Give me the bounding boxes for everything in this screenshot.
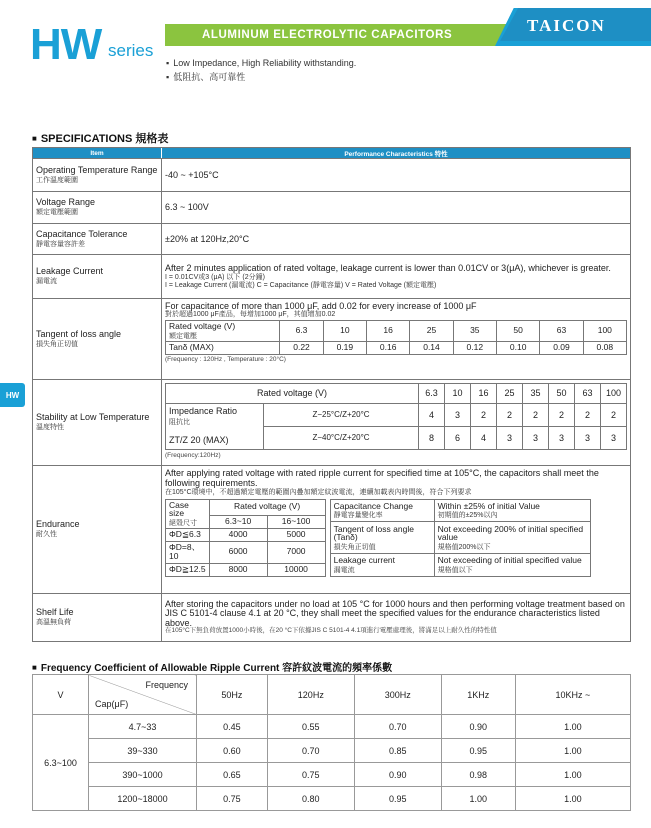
endurance-hours: 7000 bbox=[267, 541, 325, 564]
ripple-coef: 0.80 bbox=[267, 787, 354, 811]
row-capacitance-tolerance bbox=[33, 223, 630, 254]
tangent-note-zh: 對於超過1000 μF產品，每增加1000 μF，其值增加0.02 bbox=[165, 311, 336, 319]
tan-value: 0.16 bbox=[367, 341, 410, 354]
item-zh: 靜電容量容許差 bbox=[36, 240, 85, 248]
endurance-rv-col: 6.3~10 bbox=[209, 515, 267, 528]
criteria-item: Leakage current bbox=[333, 555, 396, 566]
item-zh: 工作溫度範圍 bbox=[36, 176, 78, 184]
rv-label: Rated voltage (V) bbox=[169, 321, 236, 332]
tan-value: 0.19 bbox=[323, 341, 366, 354]
stab-value-25: 2 bbox=[549, 404, 575, 427]
series-suffix: series bbox=[108, 41, 154, 60]
spec-table-header bbox=[33, 148, 630, 158]
case-size-label-zh: 絕殼尺寸 bbox=[169, 519, 197, 527]
ripple-coef: 0.60 bbox=[197, 739, 268, 763]
ripple-freq: 120Hz bbox=[267, 675, 354, 715]
ripple-coef: 0.85 bbox=[354, 739, 441, 763]
item-en: Tangent of loss angle bbox=[36, 328, 122, 339]
ripple-coef: 1.00 bbox=[515, 739, 630, 763]
stab-voltage: 50 bbox=[549, 384, 575, 404]
endurance-hours: 5000 bbox=[267, 528, 325, 541]
endurance-hours: 4000 bbox=[209, 528, 267, 541]
stab-value-40: 3 bbox=[601, 427, 627, 450]
tan-value: 0.22 bbox=[280, 341, 323, 354]
ripple-coef: 0.65 bbox=[197, 763, 268, 787]
tan-value: 0.09 bbox=[540, 341, 583, 354]
perf-value: ±20% at 120Hz,20°C bbox=[165, 233, 250, 244]
ripple-coef: 0.55 bbox=[267, 715, 354, 739]
tan-value: 0.14 bbox=[410, 341, 453, 354]
stab-value-40: 3 bbox=[575, 427, 601, 450]
criteria-value: Within ±25% of initial Value bbox=[437, 500, 540, 511]
stab-value-25: 2 bbox=[575, 404, 601, 427]
stab-value-25: 2 bbox=[523, 404, 549, 427]
shelf-text: After storing the capacitors under no load at 105 °C for 1000 hours and then performing voltage treatment based on JIS C 5101-4 clause 4.1 at 20 °C, they shall meet the specified values for the endurance characteristics listed above. bbox=[165, 598, 625, 628]
stability-rv-label: Rated voltage (V) bbox=[166, 384, 419, 404]
impedance-label: Impedance Ratio bbox=[169, 405, 238, 416]
item-en: Capacitance Tolerance bbox=[36, 228, 128, 239]
endurance-text: After applying rated voltage with rated ripple current for specified time at 105°C, the capacitors shall meet the following requirements. bbox=[165, 468, 599, 489]
endurance-rv-label: Rated voltage (V) bbox=[209, 499, 325, 515]
ripple-coef: 0.70 bbox=[267, 739, 354, 763]
ripple-freq-cap-header bbox=[89, 675, 197, 715]
spec-section-title: ■ SPECIFICATIONS 規格表 bbox=[32, 130, 168, 146]
item-zh: 高溫無負荷 bbox=[36, 619, 71, 627]
criteria-value-zh: 規格值以下 bbox=[437, 566, 473, 574]
item-en: Voltage Range bbox=[36, 197, 96, 208]
endurance-hours: 8000 bbox=[209, 564, 267, 577]
row-leakage-current bbox=[33, 254, 630, 298]
stab-value-25: 2 bbox=[601, 404, 627, 427]
stab-value-40: 4 bbox=[471, 427, 497, 450]
row-low-temp-stability bbox=[33, 379, 630, 465]
ripple-coef: 1.00 bbox=[515, 787, 630, 811]
row-operating-temp bbox=[33, 158, 630, 191]
stab-voltage: 35 bbox=[523, 384, 549, 404]
endurance-text-zh: 在105°C環境中，不超過額定電壓的範圍內疊加額定紋波電流，連續加載表內時間後，符合下列要求 bbox=[165, 488, 472, 496]
leakage-legend: I = Leakage Current (漏電流) C = Capacitance (靜電容量) V = Rated Voltage (額定電壓) bbox=[165, 281, 437, 289]
stab-value-25: 4 bbox=[419, 404, 445, 427]
ripple-coef: 0.95 bbox=[441, 739, 515, 763]
ripple-cap: 39~330 bbox=[89, 739, 197, 763]
tan-voltage: 25 bbox=[410, 321, 453, 342]
case-size: ΦD≧12.5 bbox=[166, 564, 210, 577]
criteria-value-zh: 初期值的±25%以內 bbox=[437, 512, 498, 520]
stab-value-25: 3 bbox=[445, 404, 471, 427]
criteria-item-zh: 靜電容量變化率 bbox=[333, 512, 383, 520]
ripple-coef: 0.95 bbox=[354, 787, 441, 811]
feature-en: ▪ Low Impedance, High Reliability withstanding. bbox=[166, 58, 356, 68]
tan-value: 0.12 bbox=[453, 341, 496, 354]
col-item: Item bbox=[33, 148, 162, 158]
criteria-item-zh: 損失角正切值 bbox=[333, 543, 376, 551]
impedance-label-zh: 阻抗比 bbox=[169, 418, 190, 426]
ripple-coef: 0.90 bbox=[441, 715, 515, 739]
stab-voltage: 63 bbox=[575, 384, 601, 404]
row-endurance bbox=[33, 465, 630, 593]
ripple-coef: 0.45 bbox=[197, 715, 268, 739]
ripple-v-header: V bbox=[33, 675, 89, 715]
endurance-hours: 6000 bbox=[209, 541, 267, 564]
ripple-cap: 1200~18000 bbox=[89, 787, 197, 811]
stab-condition-40: Z−40°C/Z+20°C bbox=[264, 427, 419, 450]
item-en: Leakage Current bbox=[36, 266, 104, 277]
ripple-table bbox=[32, 674, 631, 811]
item-zh: 漏電流 bbox=[36, 278, 57, 286]
tan-label: Tanδ (MAX) bbox=[166, 341, 280, 354]
side-series-tab: HW bbox=[0, 383, 25, 407]
case-size: ΦD=8、10 bbox=[166, 541, 210, 564]
item-en: Endurance bbox=[36, 519, 80, 530]
feature-zh: ▪ 低阻抗、高可靠性 bbox=[166, 70, 245, 83]
case-size: ΦD≦6.3 bbox=[166, 528, 210, 541]
ripple-coef: 0.90 bbox=[354, 763, 441, 787]
stab-value-40: 8 bbox=[419, 427, 445, 450]
perf-value: -40 ~ +105°C bbox=[165, 169, 219, 180]
stab-voltage: 25 bbox=[497, 384, 523, 404]
ripple-section-title: ■ Frequency Coefficient of Allowable Ripple Current 容許紋波電流的頻率係數 bbox=[32, 659, 392, 674]
ripple-cap: 4.7~33 bbox=[89, 715, 197, 739]
stab-value-40: 3 bbox=[523, 427, 549, 450]
ripple-coef: 0.75 bbox=[267, 763, 354, 787]
leakage-formula: I = 0.01CV或3 (μA) 以下 (2分鐘) bbox=[165, 273, 265, 281]
spec-table bbox=[32, 147, 631, 642]
tan-voltage: 6.3 bbox=[280, 321, 323, 342]
tan-voltage: 10 bbox=[323, 321, 366, 342]
ripple-freq: 50Hz bbox=[197, 675, 268, 715]
item-zh: 損失角正切值 bbox=[36, 340, 78, 348]
stab-voltage: 10 bbox=[445, 384, 471, 404]
shelf-text-zh: 在105°C下無負荷放置1000小時後，在20 °C下依據JIS C 5101-4 4.1項進行電壓處理後，將滿足以上耐久性的特性值 bbox=[165, 627, 497, 635]
stab-condition-25: Z−25°C/Z+20°C bbox=[264, 404, 419, 427]
tangent-freq-note: (Frequency : 120Hz , Temperature : 20°C) bbox=[165, 355, 286, 363]
endurance-hours: 10000 bbox=[267, 564, 325, 577]
ripple-coef: 0.70 bbox=[354, 715, 441, 739]
tan-voltage: 100 bbox=[583, 321, 626, 342]
endurance-criteria-table bbox=[330, 499, 591, 577]
stability-table bbox=[165, 383, 627, 450]
tan-value: 0.08 bbox=[583, 341, 626, 354]
ripple-voltage: 6.3~100 bbox=[33, 715, 89, 811]
criteria-value: Not exceeding 200% of initial specified value bbox=[437, 523, 584, 543]
ripple-coef: 1.00 bbox=[441, 787, 515, 811]
ripple-coef: 0.98 bbox=[441, 763, 515, 787]
ripple-freq-label: Frequency bbox=[145, 680, 188, 690]
ripple-freq: 10KHz ~ bbox=[515, 675, 630, 715]
col-performance: Performance Characteristics 特性 bbox=[344, 150, 448, 158]
tan-voltage: 35 bbox=[453, 321, 496, 342]
item-en: Shelf Life bbox=[36, 607, 74, 618]
zt-label: ZT/Z 20 (MAX) bbox=[169, 435, 229, 446]
item-en: Operating Temperature Range bbox=[36, 164, 158, 175]
stability-freq-note: (Frequency:120Hz) bbox=[165, 452, 221, 459]
stab-voltage: 6.3 bbox=[419, 384, 445, 404]
ripple-coef: 1.00 bbox=[515, 715, 630, 739]
ripple-freq: 300Hz bbox=[354, 675, 441, 715]
endurance-time-table bbox=[165, 499, 326, 577]
criteria-item: Tangent of loss angle (Tanδ) bbox=[333, 523, 414, 543]
stab-voltage: 100 bbox=[601, 384, 627, 404]
row-tangent-loss bbox=[33, 298, 630, 379]
series-logo: HW bbox=[30, 20, 102, 69]
criteria-item: Capacitance Change bbox=[333, 500, 413, 511]
item-en: Stability at Low Temperature bbox=[36, 412, 150, 423]
criteria-item-zh: 漏電流 bbox=[333, 566, 355, 574]
endurance-rv-col: 16~100 bbox=[267, 515, 325, 528]
stab-value-40: 3 bbox=[549, 427, 575, 450]
stab-value-40: 6 bbox=[445, 427, 471, 450]
stab-value-25: 2 bbox=[497, 404, 523, 427]
ripple-cap-label: Cap(μF) bbox=[95, 699, 129, 709]
row-voltage-range bbox=[33, 191, 630, 223]
tan-voltage: 50 bbox=[496, 321, 539, 342]
tangent-table bbox=[165, 320, 627, 354]
stab-value-40: 3 bbox=[497, 427, 523, 450]
leakage-text: After 2 minutes application of rated voltage, leakage current is lower than 0.01CV or 3(μA), whichever is greater. bbox=[165, 263, 611, 274]
ripple-cap: 390~1000 bbox=[89, 763, 197, 787]
criteria-value-zh: 規格值200%以下 bbox=[437, 543, 491, 551]
case-size-label: Case size bbox=[169, 499, 189, 519]
company-logo: TAICON bbox=[527, 16, 606, 35]
tan-voltage: 16 bbox=[367, 321, 410, 342]
stab-voltage: 16 bbox=[471, 384, 497, 404]
banner-title: ALUMINUM ELECTROLYTIC CAPACITORS bbox=[202, 29, 453, 41]
tan-voltage: 63 bbox=[540, 321, 583, 342]
criteria-value: Not exceeding of initial specified value bbox=[437, 555, 582, 566]
tan-value: 0.10 bbox=[496, 341, 539, 354]
perf-value: 6.3 ~ 100V bbox=[165, 202, 209, 213]
ripple-coef: 0.75 bbox=[197, 787, 268, 811]
item-zh: 溫度特性 bbox=[36, 424, 64, 432]
stab-value-25: 2 bbox=[471, 404, 497, 427]
rv-label-zh: 額定電壓 bbox=[169, 332, 197, 340]
ripple-freq: 1KHz bbox=[441, 675, 515, 715]
item-zh: 耐久性 bbox=[36, 531, 57, 539]
ripple-coef: 1.00 bbox=[515, 763, 630, 787]
tangent-note: For capacitance of more than 1000 μF, add 0.02 for every increase of 1000 μF bbox=[165, 301, 477, 311]
item-zh: 額定電壓範圍 bbox=[36, 209, 78, 217]
row-shelf-life bbox=[33, 593, 630, 641]
